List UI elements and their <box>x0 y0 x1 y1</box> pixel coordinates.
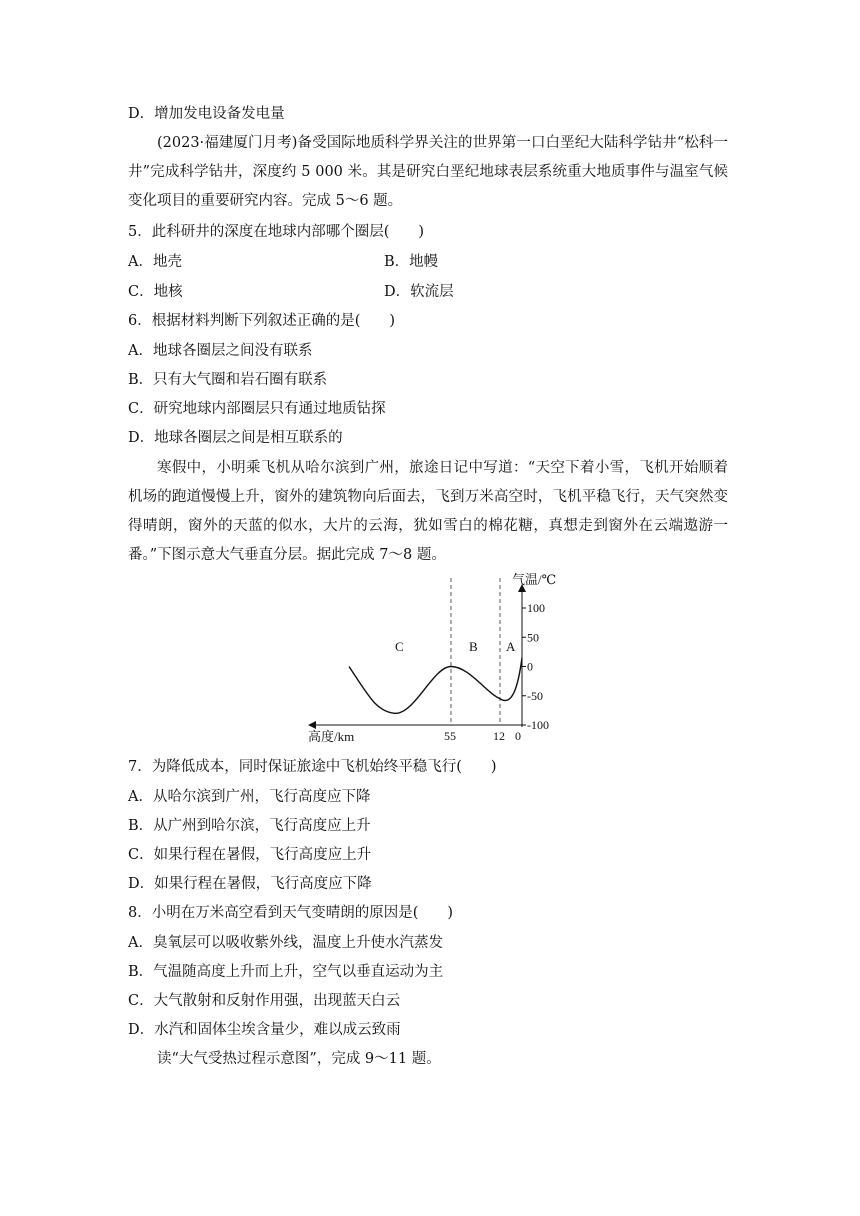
q8-stem: 8．小明在万米高空看到天气变晴朗的原因是( ) <box>128 905 454 921</box>
y-tick-label: 100 <box>527 601 545 615</box>
q8-option-c: C．大气散射和反射作用强，出现蓝天白云 <box>128 993 401 1009</box>
y-tick-label: -50 <box>527 688 543 703</box>
q5-option-d: D．软流层 <box>384 284 454 300</box>
layer-label-b: B <box>469 639 478 654</box>
passage-flight: 寒假中，小明乘飞机从哈尔滨到广州，旅途日记中写道：“天空下着小雪，飞机开始顺着机场的跑道慢慢上升，窗外的建筑物向后面去，飞到万米高空时，飞机平稳飞行，天气突然变得晴朗，窗外的天蓝的似水，大片的云海，犹如雪白的棉花糖，真想走到窗外在云端遨游一番。”下图示意大气垂直分层。据此完成 7～8 题。 <box>128 460 728 563</box>
x-axis-label: 高度/km <box>308 729 355 744</box>
q7-option-a: A．从哈尔滨到广州，飞行高度应下降 <box>128 789 371 805</box>
passage-drilling: (2023·福建厦门月考)备受国际地质科学界关注的世界第一口白垩纪大陆科学钻井“松科一井”完成科学钻井，深度约 5 000 米。其是研究白垩纪地球表层系统重大地质事件与温室气候变化项目的重要研究内容。完成 5～6 题。 <box>128 135 728 209</box>
q6-stem: 6．根据材料判断下列叙述正确的是( ) <box>128 313 396 329</box>
q5-option-a: A．地壳 <box>128 254 182 270</box>
q6-option-a: A．地球各圈层之间没有联系 <box>128 343 313 359</box>
q6-option-b: B．只有大气圈和岩石圈有联系 <box>128 372 328 388</box>
x-tick-label: 0 <box>515 729 521 743</box>
layer-label-c: C <box>395 639 404 654</box>
y-tick-label: -100 <box>527 718 549 732</box>
q5-option-c: C．地核 <box>128 284 183 300</box>
q4-option-d: D．增加发电设备发电量 <box>128 106 285 122</box>
x-tick-label: 12 <box>493 729 505 743</box>
atmosphere-layers-chart <box>300 570 570 750</box>
q8-option-d: D．水汽和固体尘埃含量少，难以成云致雨 <box>128 1022 401 1038</box>
q8-option-b: B．气温随高度上升而上升，空气以垂直运动为主 <box>128 964 444 980</box>
q7-stem: 7．为降低成本，同时保证旅途中飞机始终平稳飞行( ) <box>128 759 497 775</box>
q5-stem: 5．此科研井的深度在地球内部哪个圈层( ) <box>128 224 425 240</box>
q6-option-c: C．研究地球内部圈层只有通过地质钻探 <box>128 401 386 417</box>
y-axis-label: 气温/℃ <box>512 572 557 587</box>
q5-option-b: B．地幔 <box>384 254 439 270</box>
passage-heating: 读“大气受热过程示意图”，完成 9～11 题。 <box>157 1051 441 1067</box>
y-tick-label: 0 <box>527 659 533 674</box>
q7-option-b: B．从广州到哈尔滨，飞行高度应上升 <box>128 818 371 834</box>
q7-option-d: D．如果行程在暑假，飞行高度应下降 <box>128 876 372 892</box>
q6-option-d: D．地球各圈层之间是相互联系的 <box>128 430 343 446</box>
q7-option-c: C．如果行程在暑假，飞行高度应上升 <box>128 847 372 863</box>
temperature-curve <box>349 658 522 714</box>
x-tick-label: 55 <box>444 729 456 743</box>
layer-label-a: A <box>506 639 516 654</box>
y-tick-label: 50 <box>527 630 539 645</box>
q8-option-a: A．臭氧层可以吸收紫外线，温度上升使水汽蒸发 <box>128 935 443 951</box>
